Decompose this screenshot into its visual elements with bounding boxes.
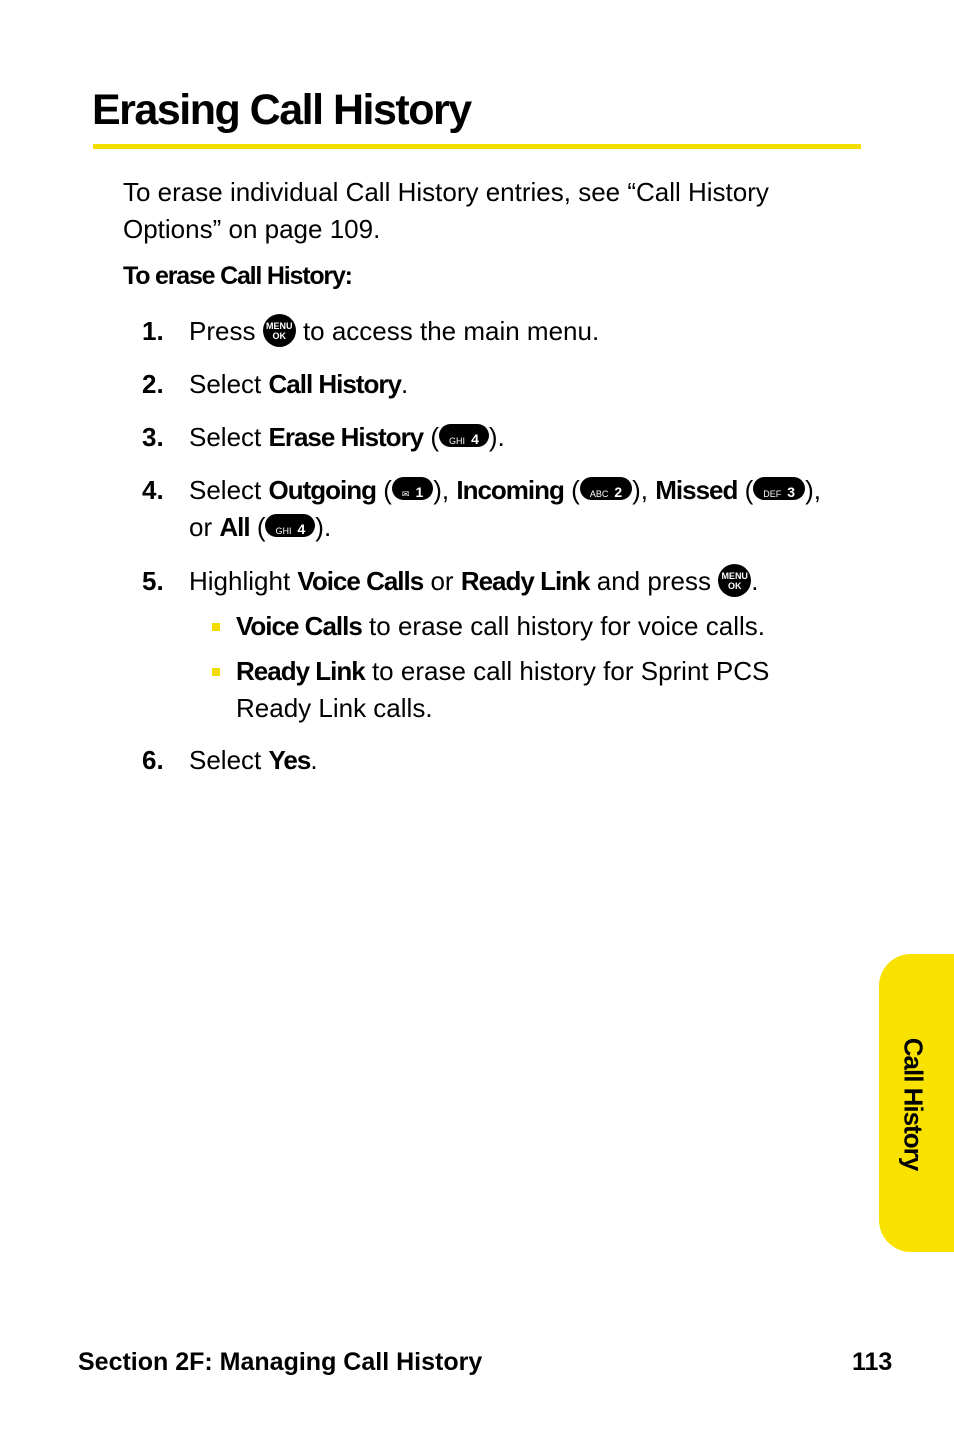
menu-option-missed: Missed bbox=[655, 475, 738, 505]
intro-text: To erase individual Call History entries, see “Call History Options” on page 109. bbox=[123, 177, 769, 244]
key-3-icon: DEF 3 bbox=[753, 477, 805, 500]
menu-option-erase-history: Erase History bbox=[268, 422, 424, 452]
step-text: Select bbox=[189, 369, 262, 399]
step-text: Select bbox=[189, 475, 262, 505]
menu-option-incoming: Incoming bbox=[456, 475, 564, 505]
menu-option-call-history: Call History bbox=[268, 369, 401, 399]
procedure-heading: To erase Call History: bbox=[123, 262, 352, 290]
title-rule bbox=[93, 144, 861, 149]
menu-option-outgoing: Outgoing bbox=[268, 475, 377, 505]
footer-section-title: Section 2F: Managing Call History bbox=[78, 1348, 483, 1376]
key-2-icon: ABC 2 bbox=[580, 477, 632, 500]
step-number: 5. bbox=[142, 566, 164, 596]
menu-ok-key-icon: MENU OK bbox=[263, 314, 296, 347]
step-number: 4. bbox=[142, 475, 164, 505]
menu-option-voice-calls: Voice Calls bbox=[297, 566, 424, 596]
menu-option-yes: Yes bbox=[268, 745, 311, 775]
page-title: Erasing Call History bbox=[92, 86, 471, 134]
step-text: Select bbox=[189, 422, 262, 452]
side-tab-label: Call History bbox=[898, 1037, 929, 1171]
key-4-icon: GHI 4 bbox=[265, 514, 315, 537]
step-text: Press bbox=[189, 316, 256, 346]
step-number: 2. bbox=[142, 369, 164, 399]
menu-ok-key-icon: MENU OK bbox=[718, 564, 751, 597]
step-number: 3. bbox=[142, 422, 164, 452]
key-4-icon: GHI 4 bbox=[439, 424, 489, 447]
step-text: to access the main menu. bbox=[302, 316, 600, 346]
bullet-square-icon bbox=[212, 623, 220, 631]
step-number: 6. bbox=[142, 745, 164, 775]
key-1-icon: ✉ 1 bbox=[392, 477, 433, 500]
bullet-square-icon bbox=[212, 668, 220, 676]
page-number: 113 bbox=[852, 1348, 893, 1376]
menu-option-all: All bbox=[219, 512, 250, 542]
step-number: 1. bbox=[142, 316, 164, 346]
menu-option-ready-link: Ready Link bbox=[460, 566, 590, 596]
step-text: Highlight bbox=[189, 566, 291, 596]
step-text: Select bbox=[189, 745, 262, 775]
